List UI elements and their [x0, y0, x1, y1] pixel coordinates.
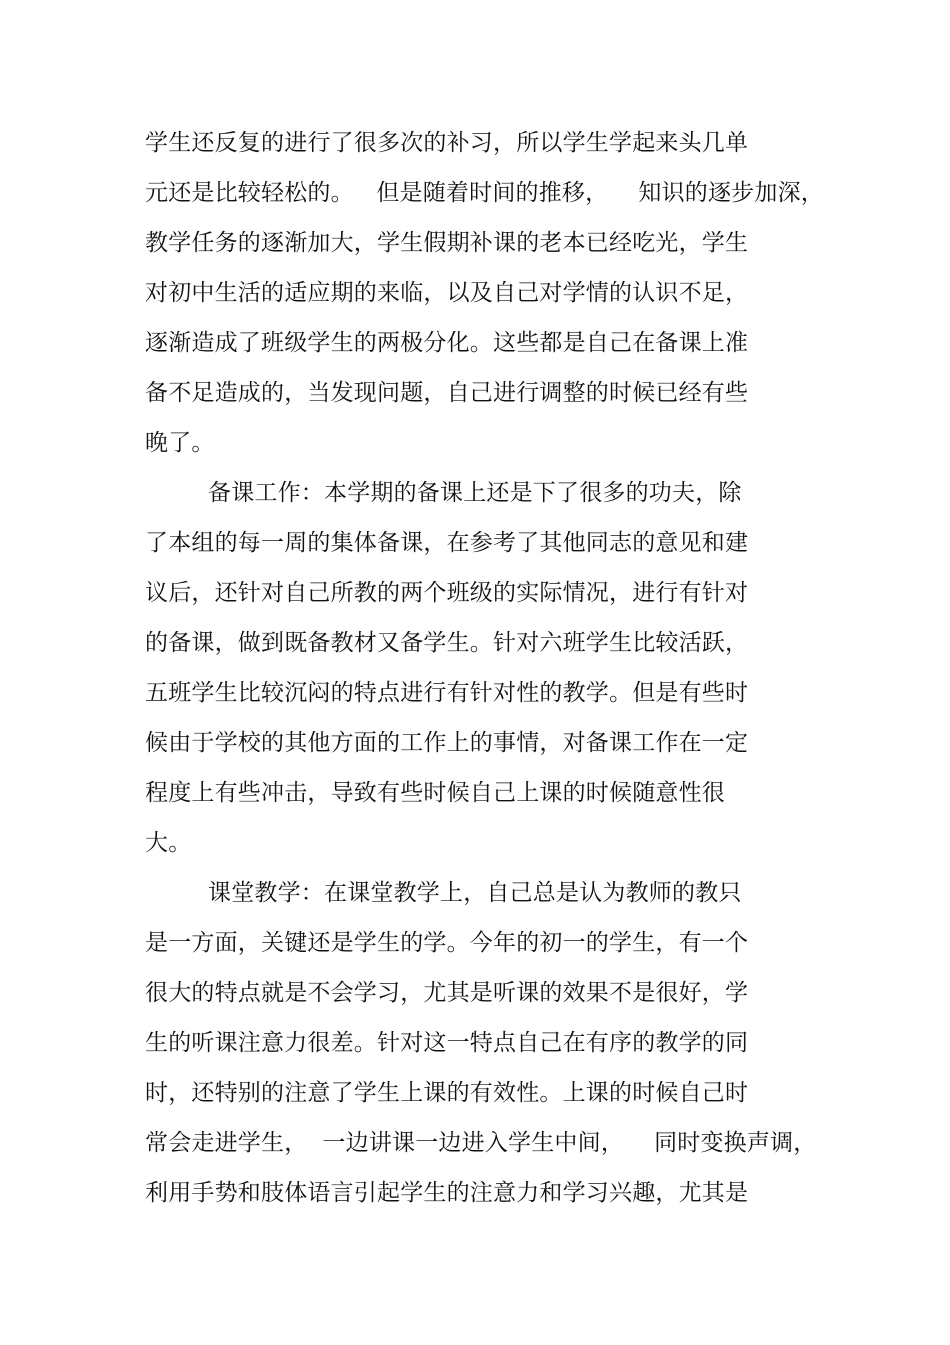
- text-line: 利用手势和肢体语言引起学生的注意力和学习兴趣，尤其是: [145, 1180, 749, 1206]
- text-line: 很大的特点就是不会学习，尤其是听课的效果不是很好，学: [145, 980, 749, 1006]
- text-line: 晚了。: [145, 430, 215, 456]
- text-line: 程度上有些冲击，导致有些时候自己上课的时候随意性很: [145, 780, 725, 806]
- text-line: 是一方面，关键还是学生的学。今年的初一的学生，有一个: [145, 930, 749, 956]
- text-line: 的备课，做到既备教材又备学生。针对六班学生比较活跃，: [145, 630, 749, 656]
- text-line: 候由于学校的其他方面的工作上的事情，对备课工作在一定: [145, 730, 749, 756]
- text-line: 议后，还针对自己所教的两个班级的实际情况，进行有针对: [145, 580, 749, 606]
- text-line: 元还是比较轻松的。 但是随着时间的推移， 知识的逐步加深，: [145, 180, 824, 206]
- paragraph-start-line: 备课工作：本学期的备课上还是下了很多的功夫，除: [208, 480, 742, 506]
- text-line: 学生还反复的进行了很多次的补习，所以学生学起来头几单: [145, 130, 749, 156]
- paragraph-start-line: 课堂教学：在课堂教学上，自己总是认为教师的教只: [208, 880, 742, 906]
- text-line: 对初中生活的适应期的来临，以及自己对学情的认识不足，: [145, 280, 749, 306]
- text-line: 了本组的每一周的集体备课，在参考了其他同志的意见和建: [145, 530, 749, 556]
- text-line: 备不足造成的，当发现问题，自己进行调整的时候已经有些: [145, 380, 749, 406]
- text-line: 时，还特别的注意了学生上课的有效性。上课的时候自己时: [145, 1080, 749, 1106]
- text-line: 逐渐造成了班级学生的两极分化。这些都是自己在备课上准: [145, 330, 749, 356]
- text-line: 教学任务的逐渐加大，学生假期补课的老本已经吃光，学生: [145, 230, 749, 256]
- text-line: 生的听课注意力很差。针对这一特点自己在有序的教学的同: [145, 1030, 749, 1056]
- text-line: 常会走进学生， 一边讲课一边进入学生中间， 同时变换声调，: [145, 1130, 817, 1156]
- text-line: 五班学生比较沉闷的特点进行有针对性的教学。但是有些时: [145, 680, 749, 706]
- text-line: 大。: [145, 830, 192, 856]
